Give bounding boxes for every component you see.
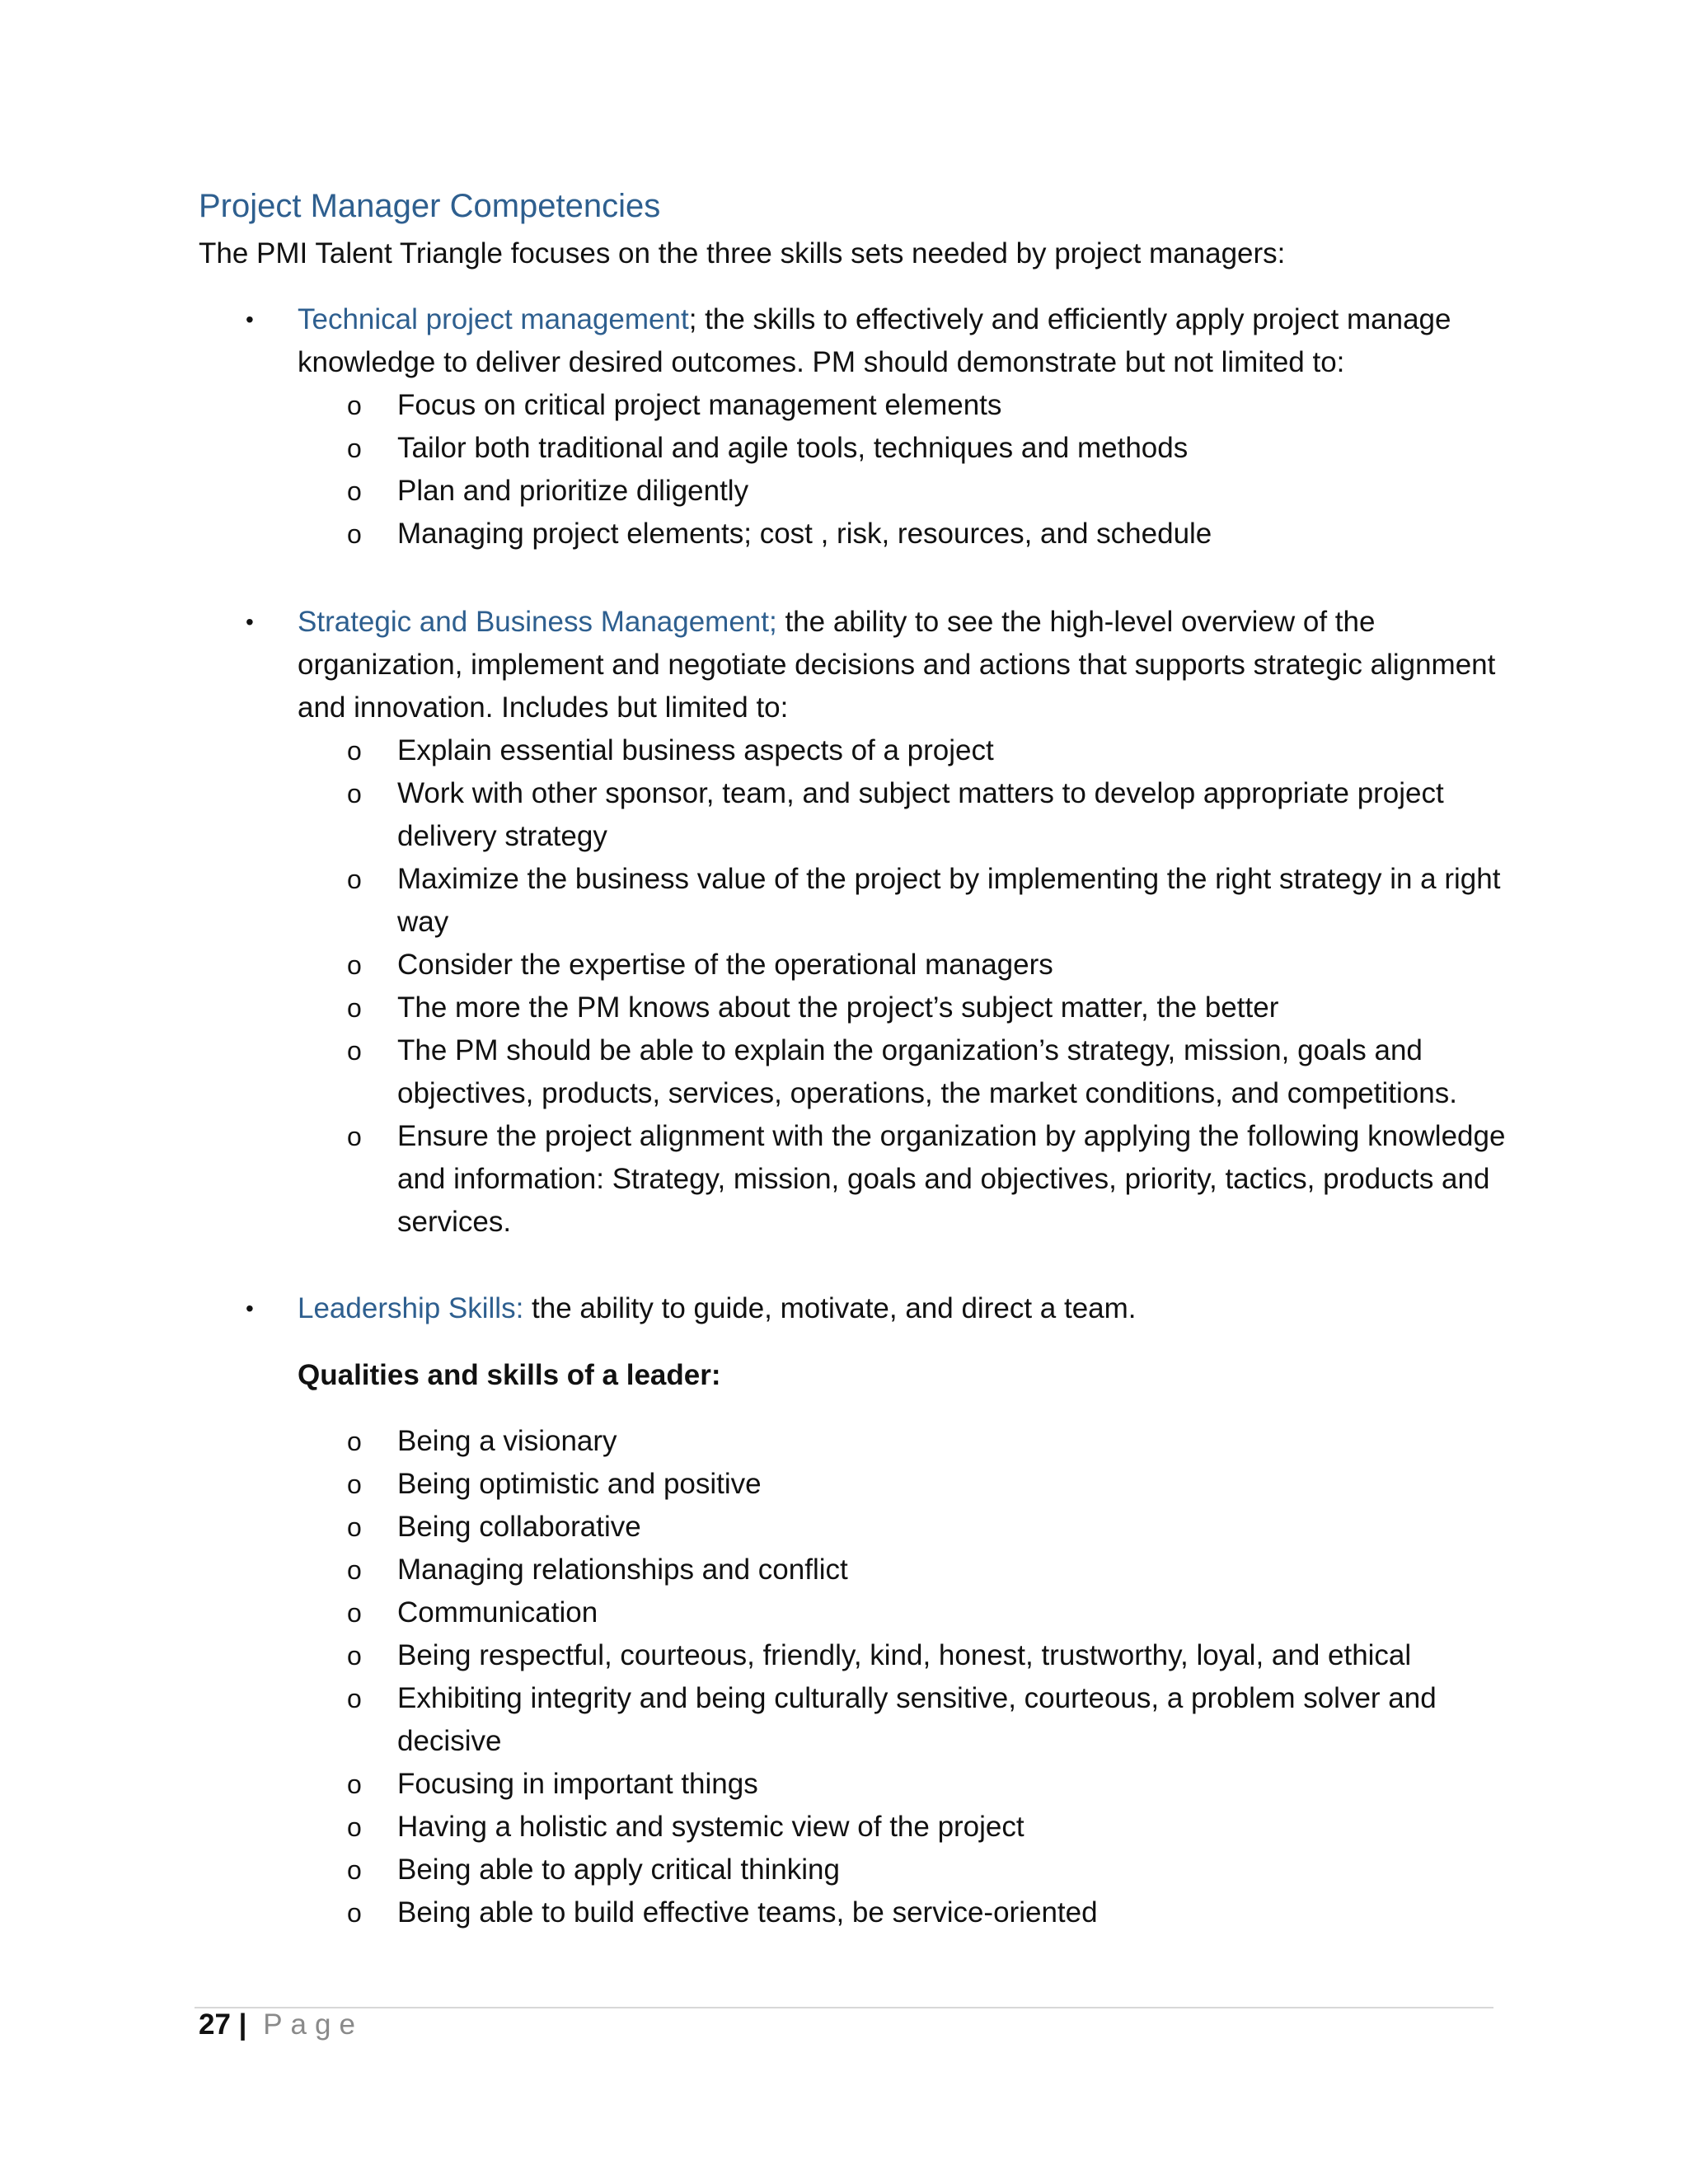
bullet-marker: • [246,307,254,332]
list-item: Consider the expertise of the operational managers [397,949,1053,981]
list-item: Explain essential business aspects of a project [397,734,994,766]
sub-bullet-marker: o [347,1855,362,1885]
section-term: Leadership Skills: [298,1292,524,1324]
sub-bullet-marker: o [347,1469,362,1499]
list-item: Work with other sponsor, team, and subject matters to develop appropriate project [397,777,1444,809]
section-technical-line2: knowledge to deliver desired outcomes. PM should demonstrate but not limited to: [298,346,1345,378]
sub-bullet-marker: o [347,1769,362,1799]
list-item: Being optimistic and positive [397,1468,762,1500]
list-item: Focus on critical project management elements [397,389,1002,421]
list-item: Managing relationships and conflict [397,1554,848,1586]
list-item: The PM should be able to explain the organization’s strategy, mission, goals and [397,1034,1423,1066]
list-item: Maximize the business value of the project by implementing the right strategy in a right [397,863,1501,895]
section-desc: the ability to see the high-level overview of the [776,606,1376,638]
sub-bullet-marker: o [347,1641,362,1671]
list-item: Focusing in important things [397,1768,758,1800]
section-strategic-line2: organization, implement and negotiate decisions and actions that supports strategic alignment [298,649,1496,681]
sub-bullet-marker: o [347,1684,362,1713]
section-desc: ; the skills to effectively and efficiently apply project manage [688,303,1451,335]
list-item-continuation: delivery strategy [397,820,607,852]
list-item-continuation: and information: Strategy, mission, goals and objectives, priority, tactics, products and [397,1163,1490,1195]
list-item-continuation: way [397,906,449,938]
list-item: Having a holistic and systemic view of the project [397,1811,1025,1843]
sub-bullet-marker: o [347,993,362,1023]
section-technical-line1 [298,298,1451,341]
qualities-heading: Qualities and skills of a leader: [298,1359,721,1391]
list-item: Managing project elements; cost , risk, resources, and schedule [397,518,1212,550]
page-number: 27 [199,2008,231,2041]
list-item: Being a visionary [397,1425,617,1457]
section-leadership-line1 [298,1287,1137,1330]
sub-bullet-marker: o [347,736,362,766]
section-strategic-line3: and innovation. Includes but limited to: [298,691,789,724]
sub-bullet-marker: o [347,1598,362,1628]
sub-bullet-marker: o [347,391,362,420]
section-desc: the ability to guide, motivate, and direct a team. [523,1292,1137,1324]
list-item: Being able to build effective teams, be service-oriented [397,1896,1098,1929]
section-term: Technical project management [298,303,689,335]
footer-separator: | [238,2008,247,2041]
sub-bullet-marker: o [347,1036,362,1066]
list-item: Plan and prioritize diligently [397,475,749,507]
list-item: Tailor both traditional and agile tools, techniques and methods [397,432,1189,464]
page-label: Page [263,2008,363,2041]
sub-bullet-marker: o [347,1555,362,1585]
section-term: Strategic and Business Management; [298,606,777,638]
list-item: Ensure the project alignment with the organization by applying the following knowledge [397,1120,1506,1152]
list-item: The more the PM knows about the project’s subject matter, the better [397,991,1279,1024]
sub-bullet-marker: o [347,950,362,980]
sub-bullet-marker: o [347,434,362,463]
list-item: Being able to apply critical thinking [397,1854,840,1886]
sub-bullet-marker: o [347,865,362,894]
list-item-continuation: decisive [397,1725,502,1757]
section-strategic-line1 [298,601,1375,644]
list-item: Communication [397,1596,598,1629]
sub-bullet-marker: o [347,519,362,549]
bullet-marker: • [246,609,254,635]
list-item: Being respectful, courteous, friendly, kind, honest, trustworthy, loyal, and ethical [397,1639,1412,1671]
page-heading: Project Manager Competencies [199,188,661,224]
sub-bullet-marker: o [347,476,362,506]
footer-divider [195,2007,1493,2008]
sub-bullet-marker: o [347,1427,362,1456]
list-item: Being collaborative [397,1511,641,1543]
sub-bullet-marker: o [347,1812,362,1842]
list-item-continuation: services. [397,1206,512,1238]
list-item: Exhibiting integrity and being culturally sensitive, courteous, a problem solver and [397,1682,1437,1714]
page-footer [199,2008,363,2041]
list-item-continuation: objectives, products, services, operations, the market conditions, and competitions. [397,1077,1457,1109]
sub-bullet-marker: o [347,1898,362,1928]
bullet-marker: • [246,1296,254,1321]
sub-bullet-marker: o [347,779,362,808]
intro-paragraph: The PMI Talent Triangle focuses on the three skills sets needed by project managers: [199,237,1286,269]
sub-bullet-marker: o [347,1122,362,1151]
sub-bullet-marker: o [347,1512,362,1542]
